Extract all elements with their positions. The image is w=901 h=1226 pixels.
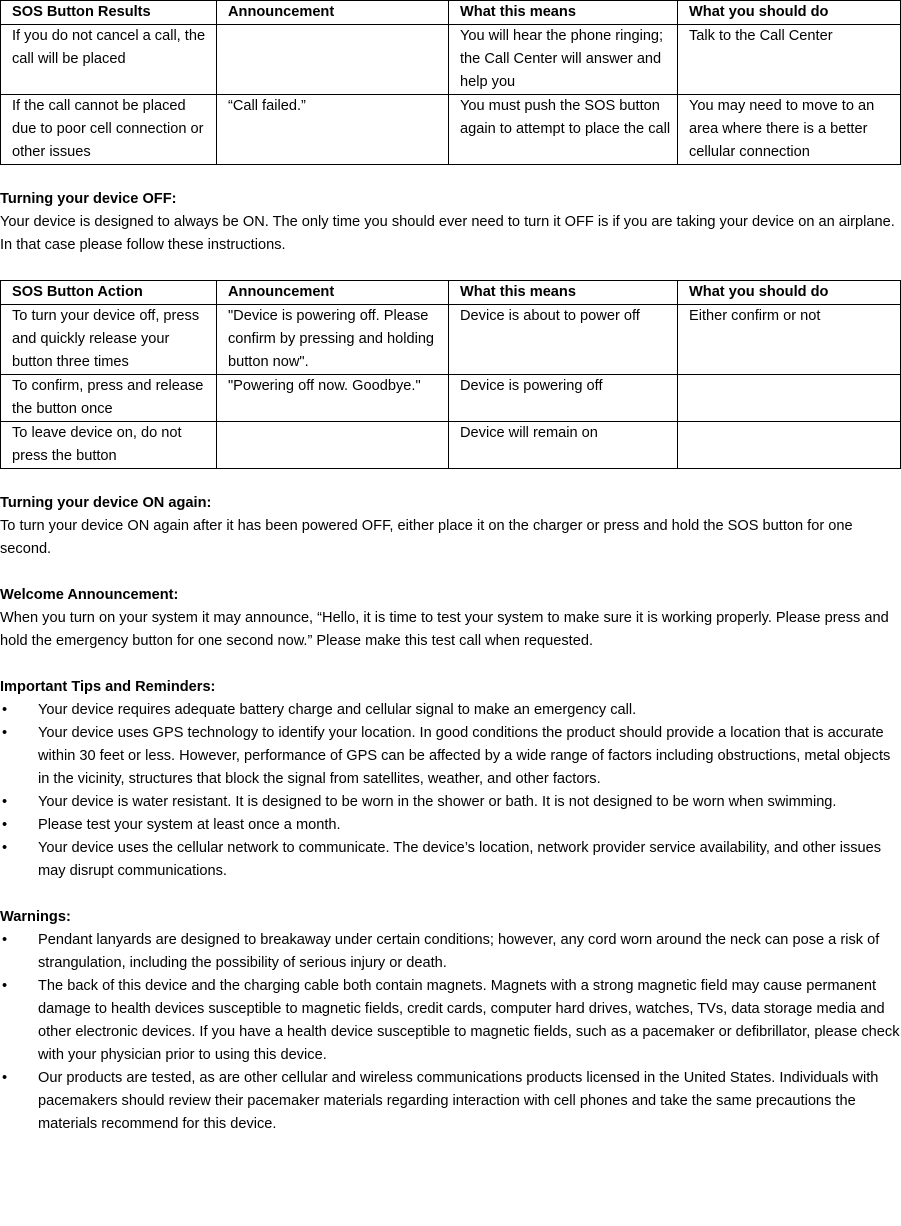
spacer [0, 653, 901, 676]
spacer [0, 469, 901, 492]
list-item-text: Pendant lanyards are designed to breakaway under certain conditions; however, any cord worn around the neck can pose a risk of strangulation, including the possibility of serious injury or death. [38, 932, 880, 971]
list-item-text: Your device is water resistant. It is designed to be worn in the shower or bath. It is not designed to be worn when swimming. [38, 794, 837, 810]
list-item-text: Our products are tested, as are other cellular and wireless communications products licensed in the United States. Individuals with pacemakers should review their pacemaker materials regarding interaction with cell phones and take the same precautions the materials recommend for this device. [38, 1070, 879, 1132]
section-title: Warnings: [0, 909, 71, 925]
table-cell: To turn your device off, press and quickly release your button three times [1, 305, 217, 375]
table-cell: “Call failed.” [217, 95, 449, 165]
list-item-text: The back of this device and the charging cable both contain magnets. Magnets with a strong magnetic field may cause permanent damage to health devices susceptible to magnetic fields, credit cards, computer hard drives, watches, TVs, data storage media and other electronic devices. If you have a health device susceptible to magnetic fields, such as a pacemaker or defibrillator, please check with your physician prior to using this device. [38, 978, 900, 1063]
list-item [0, 1067, 901, 1136]
bullet-icon: • [2, 932, 8, 948]
list-item [0, 791, 901, 814]
bullet-icon: • [2, 794, 8, 810]
table-cell [678, 422, 901, 469]
table-cell [217, 25, 449, 95]
list-item [0, 699, 901, 722]
table-cell: Device is about to power off [449, 305, 678, 375]
spacer [0, 257, 901, 280]
list-item [0, 722, 901, 791]
section-title: Important Tips and Reminders: [0, 679, 216, 695]
table-row [1, 422, 901, 469]
bullet-icon: • [2, 1070, 8, 1086]
table-cell: You must push the SOS button again to attempt to place the call [449, 95, 678, 165]
table-cell: If the call cannot be placed due to poor cell connection or other issues [1, 95, 217, 165]
warnings-section [0, 906, 901, 1136]
warnings-list [0, 929, 901, 1136]
spacer [0, 561, 901, 584]
column-header: SOS Button Action [1, 281, 217, 305]
sos-results-table [0, 0, 901, 165]
table-cell: Device will remain on [449, 422, 678, 469]
table-cell: You may need to move to an area where there is a better cellular connection [678, 95, 901, 165]
table-row [1, 375, 901, 422]
column-header: Announcement [217, 281, 449, 305]
list-item-text: Your device uses the cellular network to communicate. The device’s location, network provider service availability, and other issues may disrupt communications. [38, 840, 882, 879]
section-title: Turning your device OFF: [0, 191, 177, 207]
spacer [0, 883, 901, 906]
table-cell [217, 422, 449, 469]
column-header: What this means [449, 1, 678, 25]
table-cell: "Powering off now. Goodbye." [217, 375, 449, 422]
table-header-row [1, 281, 901, 305]
off-section [0, 188, 901, 257]
list-item [0, 929, 901, 975]
table-row [1, 95, 901, 165]
section-title: Welcome Announcement: [0, 587, 179, 603]
column-header: Announcement [217, 1, 449, 25]
table-cell: "Device is powering off. Please confirm by pressing and holding button now". [217, 305, 449, 375]
bullet-icon: • [2, 840, 8, 856]
table-cell [678, 375, 901, 422]
bullet-icon: • [2, 725, 8, 741]
bullet-icon: • [2, 817, 8, 833]
tips-section [0, 676, 901, 883]
list-item-text: Your device requires adequate battery charge and cellular signal to make an emergency call. [38, 702, 637, 718]
table-row [1, 305, 901, 375]
table-cell: Talk to the Call Center [678, 25, 901, 95]
table-cell: To confirm, press and release the button once [1, 375, 217, 422]
sos-action-table [0, 280, 901, 469]
column-header: What you should do [678, 281, 901, 305]
table-cell: You will hear the phone ringing; the Call Center will answer and help you [449, 25, 678, 95]
bullet-icon: • [2, 702, 8, 718]
spacer [0, 165, 901, 188]
column-header: What you should do [678, 1, 901, 25]
list-item [0, 837, 901, 883]
tips-list [0, 699, 901, 883]
list-item-text: Please test your system at least once a month. [38, 817, 341, 833]
section-title: Turning your device ON again: [0, 495, 212, 511]
on-section [0, 492, 901, 561]
column-header: SOS Button Results [1, 1, 217, 25]
table-cell: To leave device on, do not press the button [1, 422, 217, 469]
table-cell: If you do not cancel a call, the call will be placed [1, 25, 217, 95]
list-item [0, 814, 901, 837]
table-header-row [1, 1, 901, 25]
list-item [0, 975, 901, 1067]
welcome-section [0, 584, 901, 653]
section-body: When you turn on your system it may announce, “Hello, it is time to test your system to make sure it is working properly. Please press and hold the emergency button for one second now.” Please make this test call when requested. [0, 610, 889, 649]
section-body: Your device is designed to always be ON. The only time you should ever need to turn it OFF is if you are taking your device on an airplane. In that case please follow these instructions. [0, 214, 895, 253]
section-body: To turn your device ON again after it has been powered OFF, either place it on the charger or press and hold the SOS button for one second. [0, 518, 853, 557]
bullet-icon: • [2, 978, 8, 994]
column-header: What this means [449, 281, 678, 305]
list-item-text: Your device uses GPS technology to identify your location. In good conditions the product should provide a location that is accurate within 30 feet or less. However, performance of GPS can be affected by a wide range of factors including obstructions, metal objects in the vicinity, structures that block the signal from satellites, weather, and other factors. [38, 725, 891, 787]
table-cell: Either confirm or not [678, 305, 901, 375]
table-cell: Device is powering off [449, 375, 678, 422]
table-row [1, 25, 901, 95]
